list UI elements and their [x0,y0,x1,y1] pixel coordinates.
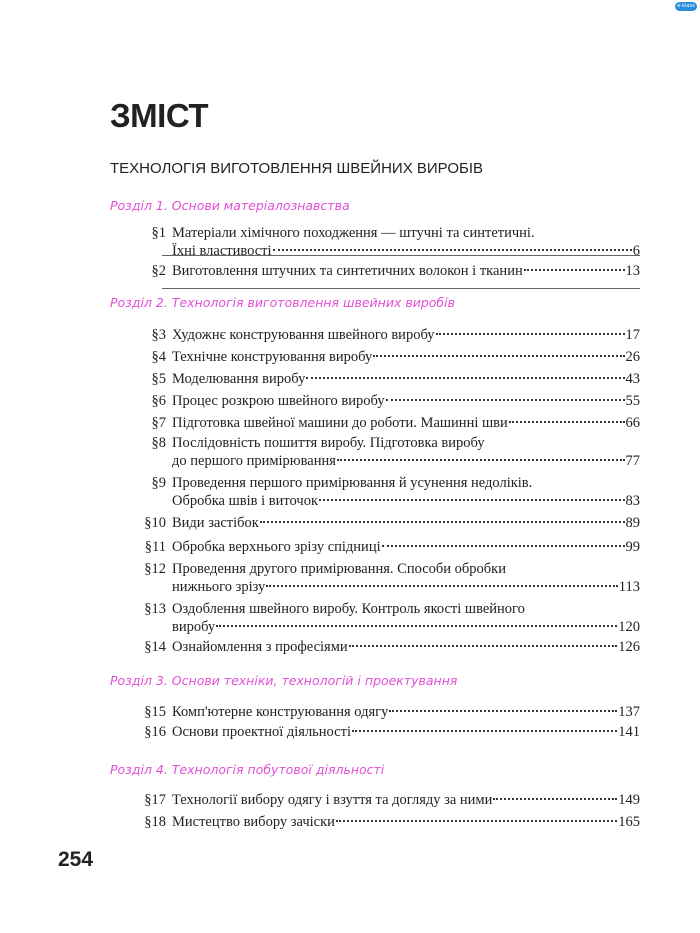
entry-title: Їхні властивості [172,243,272,259]
entry-title: Оздоблення швейного виробу. Контроль якості швейного [172,601,525,617]
paragraph-number: §8 [151,435,166,451]
section-heading: Розділ 1. Основи матеріалознавства [110,198,350,213]
toc-entry[interactable] [124,348,640,366]
dot-leader [524,269,625,271]
entry-title: Основи проектної діяльності [172,724,351,740]
entry-page-number: 43 [625,371,640,387]
paragraph-number: §6 [151,393,166,409]
toc-entry[interactable] [124,434,640,470]
dot-leader [337,459,625,461]
dot-leader [260,521,625,523]
dot-leader [306,377,624,379]
entry-title: Технології вибору одягу і взуття та догляду за ними [172,792,493,808]
dot-leader [382,545,625,547]
entry-title: Мистецтво вибору зачіски [172,814,335,830]
dot-leader [436,333,625,335]
entry-title: Види застібок [172,515,259,531]
section-heading: Розділ 3. Основи техніки, технологій і проектування [110,673,458,688]
entry-page-number: 55 [625,393,640,409]
paragraph-number: §12 [144,561,166,577]
entry-title: Проведення другого примірювання. Способи обробки [172,561,506,577]
toc-entry[interactable] [124,723,640,741]
entry-title: Комп'ютерне конструювання одягу [172,704,389,720]
dot-leader [216,625,617,627]
paragraph-number: §14 [144,639,166,655]
entry-page-number: 141 [618,724,640,740]
entry-page-number: 26 [625,349,640,365]
entry-title: Моделювання виробу [172,371,306,387]
divider-line [162,288,640,289]
entry-page-number: 89 [625,515,640,531]
toc-entry[interactable] [124,560,640,596]
entry-title: Обробка верхнього зрізу спідниці [172,539,381,555]
dot-leader [373,355,624,357]
entry-page-number: 66 [625,415,640,431]
entry-page-number: 149 [618,792,640,808]
entry-title: виробу [172,619,216,635]
entry-page-number: 13 [625,263,640,279]
publisher-badge-icon: e-klass [675,2,697,11]
entry-page-number: 17 [625,327,640,343]
paragraph-number: §10 [144,515,166,531]
entry-title: Підготовка швейної машини до роботи. Машинні шви [172,415,508,431]
section-heading: Розділ 2. Технологія виготовлення швейних виробів [110,295,455,310]
toc-entry[interactable] [124,703,640,721]
entry-page-number: 83 [625,493,640,509]
dot-leader [266,585,617,587]
toc-entry[interactable] [124,600,640,636]
dot-leader [389,710,617,712]
dot-leader [273,249,632,251]
entry-title: Послідовність пошиття виробу. Підготовка виробу [172,435,485,451]
paragraph-number: §11 [144,539,166,555]
toc-entry[interactable] [124,392,640,410]
paragraph-number: §2 [151,263,166,279]
entry-page-number: 165 [618,814,640,830]
dot-leader [352,730,617,732]
dot-leader [319,499,625,501]
entry-title: Проведення першого примірювання й усунення недоліків. [172,475,533,491]
paragraph-number: §16 [144,724,166,740]
toc-entry[interactable] [124,638,640,656]
dot-leader [349,645,618,647]
section-heading: Розділ 4. Технологія побутової діяльності [110,762,385,777]
toc-entry[interactable] [124,514,640,532]
entry-page-number: 6 [632,243,640,259]
dot-leader [386,399,625,401]
paragraph-number: §7 [151,415,166,431]
toc-entry[interactable] [124,813,640,831]
toc-entry[interactable] [124,414,640,432]
paragraph-number: §1 [151,225,166,241]
entry-title: до першого примірювання [172,453,336,469]
entry-title: Матеріали хімічного походження — штучні та синтетичні. [172,225,535,241]
entry-page-number: 120 [618,619,640,635]
entry-title: Обробка швів і виточок [172,493,318,509]
paragraph-number: §13 [144,601,166,617]
entry-page-number: 126 [618,639,640,655]
entry-title: Процес розкрою швейного виробу [172,393,385,409]
entry-page-number: 77 [625,453,640,469]
dot-leader [509,421,625,423]
page-title: ЗМІСТ [110,97,208,134]
toc-entry[interactable] [124,262,640,280]
entry-page-number: 99 [625,539,640,555]
entry-title: нижнього зрізу [172,579,266,595]
toc-entry[interactable] [124,791,640,809]
entry-page-number: 113 [618,579,640,595]
entry-title: Технічне конструювання виробу [172,349,373,365]
toc-entry[interactable] [124,370,640,388]
entry-title: Виготовлення штучних та синтетичних волокон і тканин [172,263,523,279]
paragraph-number: §3 [151,327,166,343]
paragraph-number: §17 [144,792,166,808]
toc-entry[interactable] [124,326,640,344]
paragraph-number: §4 [151,349,166,365]
divider-line [162,255,640,256]
paragraph-number: §9 [151,475,166,491]
paragraph-number: §15 [144,704,166,720]
toc-entry[interactable] [124,538,640,556]
book-title: ТЕХНОЛОГІЯ ВИГОТОВЛЕННЯ ШВЕЙНИХ ВИРОБІВ [110,160,484,177]
dot-leader [336,820,617,822]
entry-title: Художнє конструювання швейного виробу [172,327,435,343]
paragraph-number: §5 [151,371,166,387]
dot-leader [493,798,617,800]
toc-entry[interactable] [124,474,640,510]
entry-title: Ознайомлення з професіями [172,639,348,655]
page-number: 254 [58,848,94,871]
entry-page-number: 137 [618,704,640,720]
paragraph-number: §18 [144,814,166,830]
